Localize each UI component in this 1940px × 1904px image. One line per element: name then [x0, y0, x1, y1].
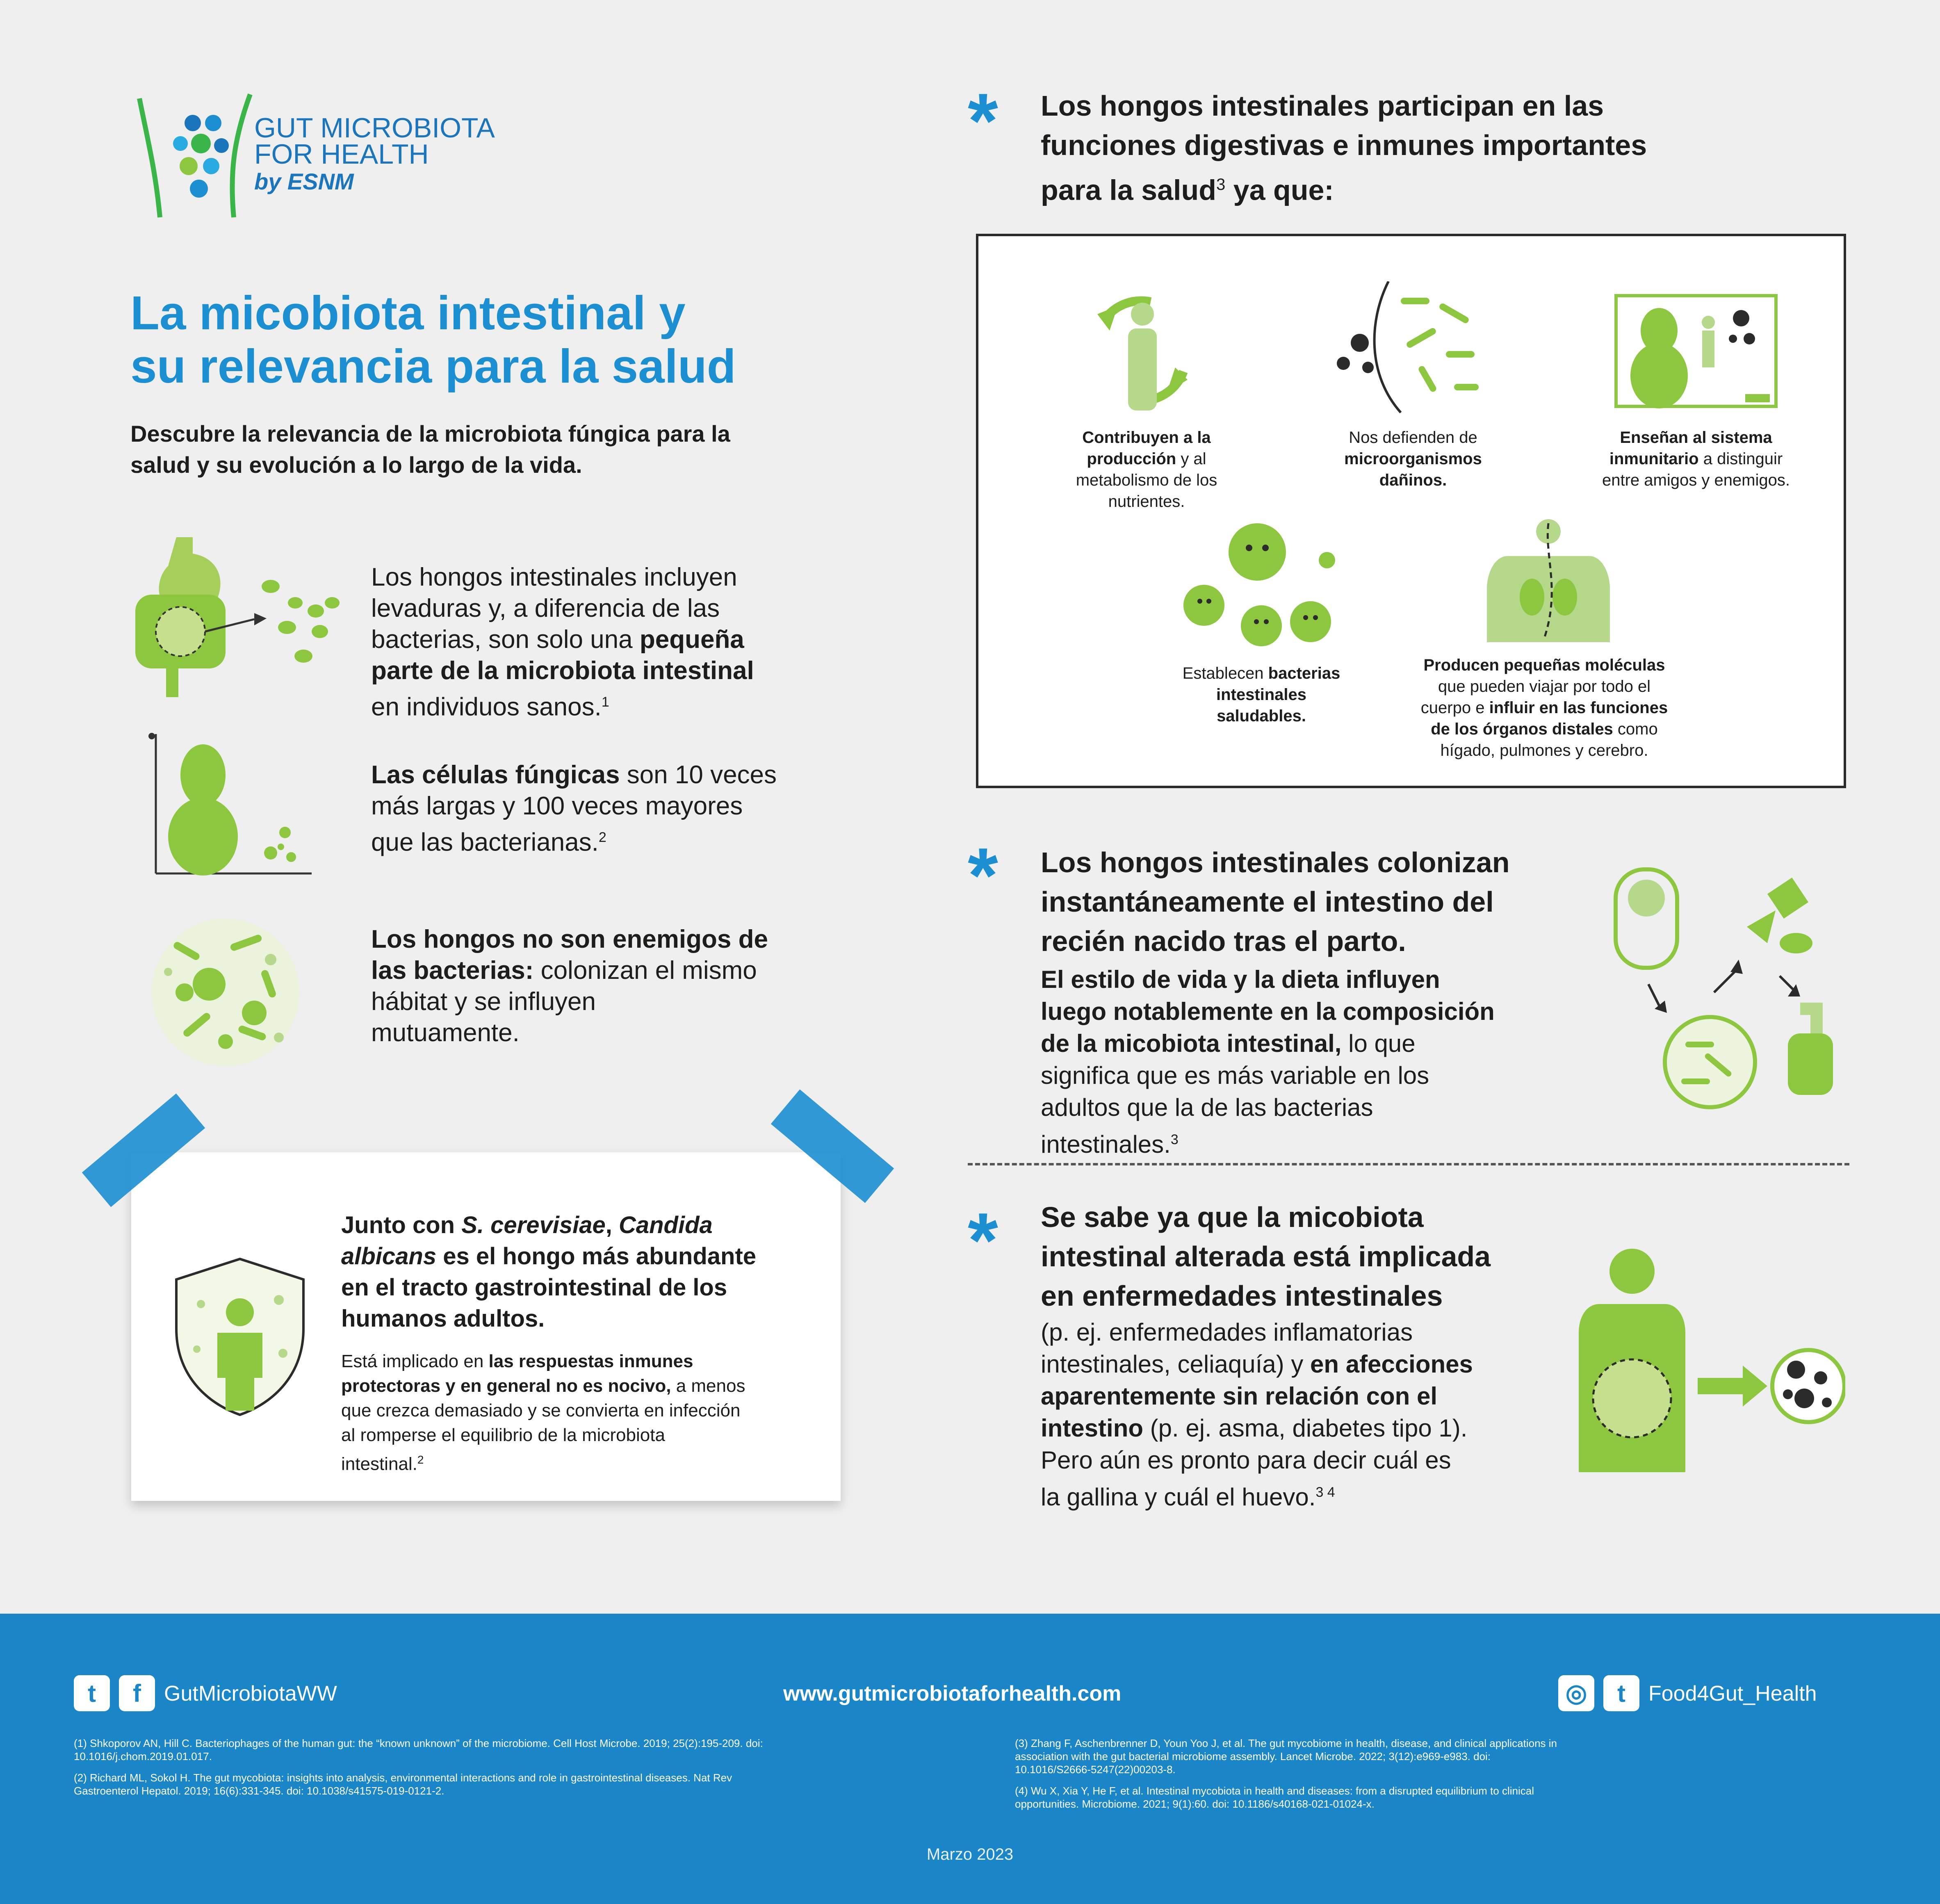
card-species-2a: Candida — [618, 1212, 713, 1238]
logo-mark-icon — [131, 90, 254, 221]
recycle-person-icon — [1081, 290, 1204, 413]
card-heading: Junto con S. cerevisiae, Candida albicans es el hongo más abundante en el tracto gastrointestinal de los humanos adultos. — [341, 1212, 757, 1332]
fact-1-bold1: pequeña — [639, 625, 744, 654]
fact-1-tail: en individuos sanos. — [371, 693, 602, 721]
fact-1-line2: levaduras y, a diferencia de las — [371, 594, 720, 623]
cell-size-chart-icon — [139, 726, 320, 890]
logo-line1: GUT MICROBIOTA — [254, 112, 495, 144]
fact-2-bold: Las células fúngicas — [371, 761, 620, 789]
references-right: (3) Zhang F, Aschenbrenner D, Youn Yoo J, et al. The gut mycobiome in health, disease, and clinical applications in association with the gut bacterial microbiome assembly. Lancet Microbe. 2022; 3(12):e969-e983. doi: 10.1016/S2666-5247(22)00203-8. (4) Wu X, Xia Y, He F, et al. Intestinal mycobiota in health and diseases: from a disrupted equilibrium to clinical opportunities. Microbiome. 2021; 9(1):60. doi: 10.1186/s40168-021-01024-x. — [1015, 1737, 1557, 1810]
asterisk-3: * — [968, 1197, 998, 1284]
item-d-text: Establecen bacterias intestinales saludables. — [1182, 664, 1340, 725]
disease-body-icon — [1575, 1247, 1845, 1476]
footer — [0, 1614, 1940, 1904]
subtitle-line2: salud y su evolución a lo largo de la vida. — [130, 452, 582, 478]
candida-card — [131, 1152, 841, 1501]
card-species-1: S. cerevisiae — [461, 1212, 606, 1238]
fact-3-bold1: Los hongos no son enemigos de — [371, 925, 768, 953]
card-body: Está implicado en las respuestas inmunes protectoras y en general no es nocivo, a menos que crezca demasiado y se convierta en infección al romperse el equilibrio de la microbiota intestinal.$^2$ — [341, 1351, 745, 1474]
fact-1-line1: Los hongos intestinales incluyen — [371, 563, 737, 591]
item-e-text: Producen pequeñas moléculas que pueden viajar por todo el cuerpo e influir en las funciones de los órganos distales como hígado, pulmones y cerebro. — [1420, 656, 1668, 759]
stomach-intestine-icon — [131, 529, 344, 701]
microbes-circle-icon — [148, 914, 303, 1070]
card-species-2b: albicans — [341, 1243, 437, 1270]
footer-handle-left[interactable]: GutMicrobiotaWW — [164, 1682, 337, 1706]
page-title-line1: La micobiota intestinal y — [130, 286, 686, 340]
body-organs-icon — [1483, 515, 1614, 642]
fact-3-line3: hábitat y se influyen — [371, 987, 596, 1016]
fact-1-bold2: parte de la microbiota intestinal — [371, 657, 754, 685]
happy-bacteria-icon — [1175, 519, 1347, 654]
infant-diet-cycle-icon — [1607, 861, 1837, 1115]
footer-website-link[interactable]: www.gutmicrobiotaforhealth.com — [783, 1682, 1122, 1706]
logo-line3: by ESNM — [254, 169, 354, 194]
facebook-icon[interactable]: f — [119, 1675, 155, 1711]
fact-2-line1: son 10 veces — [620, 761, 777, 789]
fact-3-bold2: las bacterias: — [371, 956, 534, 985]
logo — [131, 90, 541, 226]
fact-2-line3: que las bacterianas. — [371, 828, 599, 857]
fact-2-line2: más largas y 100 veces mayores — [371, 792, 743, 820]
logo-line2: FOR HEALTH — [254, 139, 429, 170]
references-left: (1) Shkoporov AN, Hill C. Bacteriophages of the human gut: the “known unknown” of the microbiome. Cell Host Microbe. 2019; 25(2):195-209. doi: 10.1016/j.chom.2019.01.017. (2) Richard ML, Sokol H. The gut mycobiota: insights into analysis, environmental interactions and role in gastrointestinal diseases. Nat Rev Gastroenterol Hepatol. 2019; 16(6):331-345. doi: 10.1038/s41575-019-0121-2. — [74, 1737, 763, 1797]
fact-1-sup: 1 — [601, 694, 609, 710]
right3-body: (p. ej. enfermedades inflamatorias intestinales, celiaquía) y en afecciones aparentemente sin relación con el intestino (p. ej. asma, diabetes tipo 1). Pero aún es pronto para decir cuál es la gallina y cuál el huevo.$^{3 4}$ — [1041, 1318, 1473, 1511]
right3-heading: Se sabe ya que la micobiota intestinal alterada está implicada en enfermedades intestinales — [1041, 1201, 1491, 1312]
instagram-icon[interactable]: ◎ — [1558, 1675, 1594, 1711]
defense-barrier-icon — [1331, 281, 1495, 417]
asterisk-1: * — [968, 78, 998, 164]
fact-3-line2: colonizan el mismo — [533, 956, 757, 985]
fact-1 — [371, 562, 863, 723]
fact-2 — [371, 759, 863, 858]
right1-heading: Los hongos intestinales participan en las funciones digestivas e inmunes importantes para la salud$^3$ ya que: — [1041, 90, 1647, 206]
item-b-text: Nos defienden de microorganismos dañinos. — [1344, 429, 1482, 489]
right2-body: El estilo de vida y la dieta influyen luego notablemente en la composición de la micobiota intestinal, lo que significa que es más variable en los adultos que la de las bacterias intestinales.$^3$ — [1041, 966, 1495, 1158]
item-c-text: Enseñan al sistema inmunitario a distinguir entre amigos y enemigos. — [1602, 429, 1790, 489]
fact-3-line4: mutuamente. — [371, 1019, 520, 1047]
right2-heading: Los hongos intestinales colonizan instantáneamente el intestino del recién nacido tras el parto. — [1041, 846, 1510, 957]
fact-3 — [371, 924, 863, 1049]
shield-person-icon — [172, 1255, 308, 1419]
item-a-text: Contribuyen a la producción y al metabolismo de los nutrientes. — [1076, 429, 1217, 511]
twitter-icon-right[interactable]: t — [1603, 1675, 1639, 1711]
teaching-board-icon — [1614, 294, 1778, 413]
subtitle-line1: Descubre la relevancia de la microbiota fúngica para la — [130, 421, 730, 447]
footer-date: Marzo 2023 — [926, 1845, 1014, 1863]
fact-2-sup: 2 — [598, 830, 606, 845]
functions-box — [976, 234, 1846, 788]
asterisk-2: * — [968, 832, 998, 919]
section-divider — [968, 1163, 1849, 1165]
fact-1-line3a: bacterias, son solo una — [371, 625, 640, 654]
page-title-line2: su relevancia para la salud — [130, 340, 736, 393]
twitter-icon[interactable]: t — [74, 1675, 110, 1711]
footer-handle-right[interactable]: Food4Gut_Health — [1648, 1682, 1817, 1706]
